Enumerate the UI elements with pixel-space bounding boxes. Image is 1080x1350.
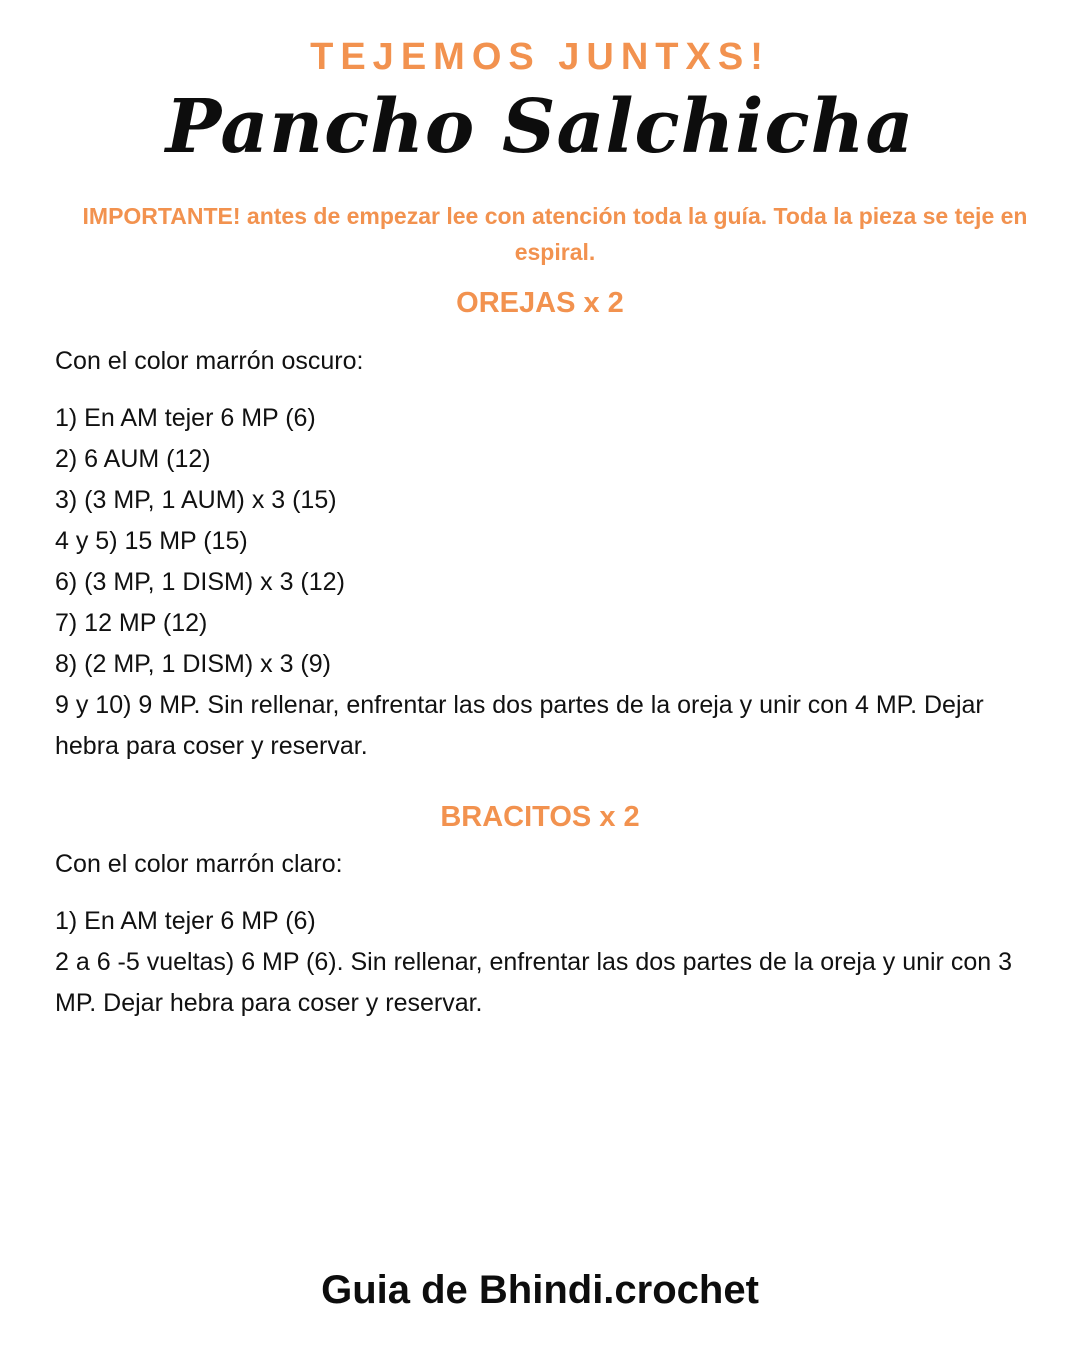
steps-bracitos <box>55 901 1035 1024</box>
step-item: 9 y 10) 9 MP. Sin rellenar, enfrentar las dos partes de la oreja y unir con 4 MP. Dejar hebra para coser y reservar. <box>55 691 984 760</box>
step-item: 1) En AM tejer 6 MP (6) <box>55 404 316 432</box>
footer-credit: Guia de Bhindi.crochet <box>321 1268 759 1312</box>
page-title: Pancho Salchicha <box>165 84 915 170</box>
step-item: 2 a 6 -5 vueltas) 6 MP (6). Sin rellenar, enfrentar las dos partes de la oreja y unir con 3 MP. Dejar hebra para coser y reservar. <box>55 948 1012 1017</box>
intro-bracitos: Con el color marrón claro: <box>55 850 343 878</box>
header-kicker: TEJEMOS JUNTXS! <box>310 36 770 78</box>
steps-orejas <box>55 398 1035 767</box>
step-item: 6) (3 MP, 1 DISM) x 3 (12) <box>55 568 345 596</box>
intro-orejas: Con el color marrón oscuro: <box>55 347 364 375</box>
step-item: 2) 6 AUM (12) <box>55 445 211 473</box>
step-item: 1) En AM tejer 6 MP (6) <box>55 907 316 935</box>
section-title-orejas: OREJAS x 2 <box>456 287 624 319</box>
step-item: 3) (3 MP, 1 AUM) x 3 (15) <box>55 486 337 514</box>
step-item: 7) 12 MP (12) <box>55 609 208 637</box>
important-note: IMPORTANTE! antes de empezar lee con atención toda la guía. Toda la pieza se teje en espiral. <box>82 203 1028 265</box>
step-item: 4 y 5) 15 MP (15) <box>55 527 248 555</box>
section-title-bracitos: BRACITOS x 2 <box>440 801 640 833</box>
step-item: 8) (2 MP, 1 DISM) x 3 (9) <box>55 650 331 678</box>
